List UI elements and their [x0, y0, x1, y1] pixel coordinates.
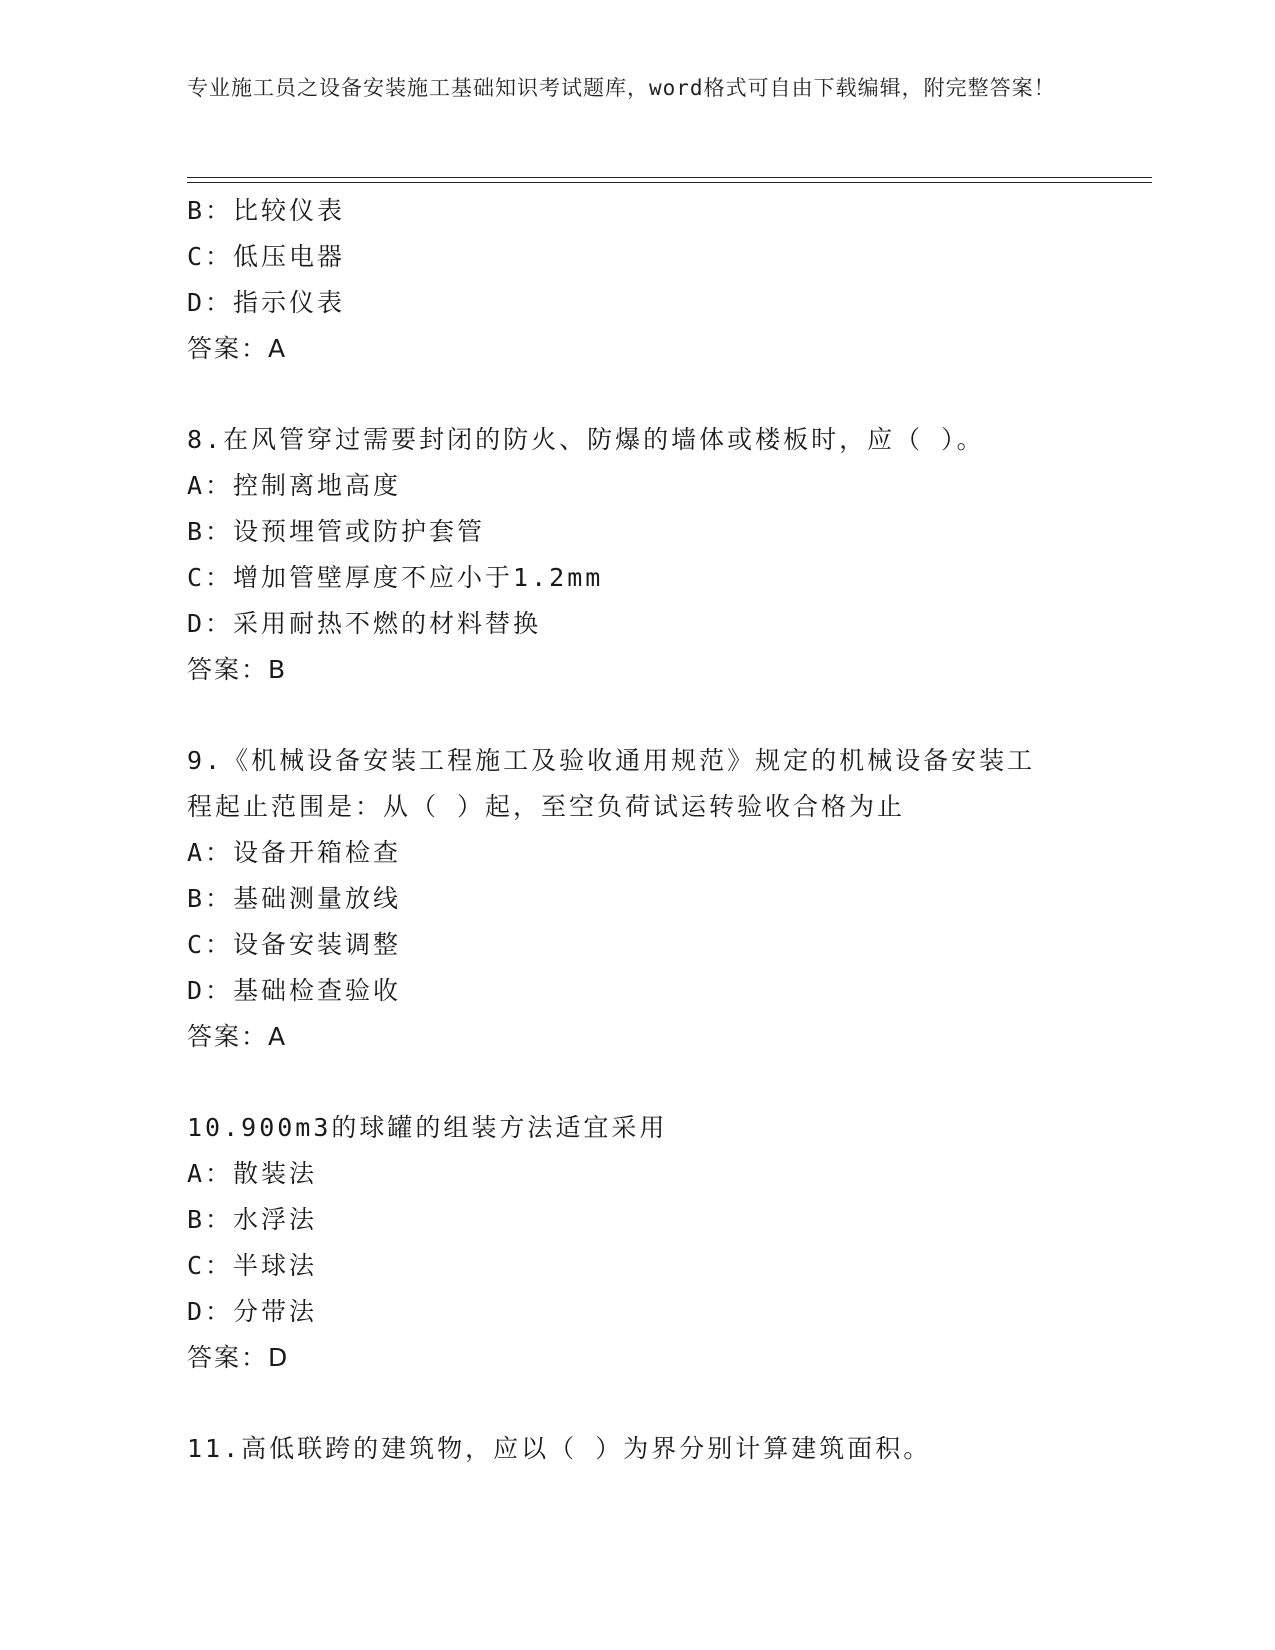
answer: 答案：A: [187, 334, 288, 363]
option-d: D：采用耐热不燃的材料替换: [187, 609, 542, 638]
question-text: 8.在风管穿过需要封闭的防火、防爆的墙体或楼板时，应（ ）。: [187, 425, 985, 454]
question-block-10: [187, 1105, 1152, 1381]
header-text: 专业施工员之设备安装施工基础知识考试题库，word格式可自由下载编辑，附完整答案！: [187, 76, 1056, 100]
header-rule-top: [187, 177, 1152, 178]
option-b: B：设预埋管或防护套管: [187, 517, 486, 546]
option-c: C：增加管壁厚度不应小于1.2mm: [187, 563, 604, 592]
question-block-11: [187, 1426, 1152, 1472]
question-text: 10.900m3的球罐的组装方法适宜采用: [187, 1113, 668, 1142]
option-b: B：比较仪表: [187, 196, 346, 225]
option-a: A：散装法: [187, 1159, 318, 1188]
question-block-8: [187, 417, 1152, 693]
block-gap: [187, 1381, 1152, 1426]
answer: 答案：D: [187, 1343, 290, 1372]
option-d: D：指示仪表: [187, 288, 346, 317]
question-content: [187, 188, 1152, 1472]
question-block-9: [187, 738, 1152, 1060]
block-gap: [187, 693, 1152, 738]
option-c: C：半球法: [187, 1251, 318, 1280]
block-gap: [187, 1060, 1152, 1105]
option-c: C：低压电器: [187, 242, 346, 271]
option-b: B：水浮法: [187, 1205, 318, 1234]
header-rule-bottom: [187, 182, 1152, 183]
answer: 答案：A: [187, 1022, 288, 1051]
option-d: D：分带法: [187, 1297, 318, 1326]
block-gap: [187, 372, 1152, 417]
option-c: C：设备安装调整: [187, 930, 402, 959]
question-block-7: [187, 188, 1152, 372]
question-text-line-2: 程起止范围是：从（ ）起，至空负荷试运转验收合格为止: [187, 792, 906, 821]
question-text: 11.高低联跨的建筑物，应以（ ）为界分别计算建筑面积。: [187, 1434, 932, 1463]
page-header: [187, 72, 1077, 105]
question-text-line-1: 9.《机械设备安装工程施工及验收通用规范》规定的机械设备安装工: [187, 746, 1036, 775]
option-a: A：控制离地高度: [187, 471, 402, 500]
option-b: B：基础测量放线: [187, 884, 402, 913]
option-d: D：基础检查验收: [187, 976, 402, 1005]
option-a: A：设备开箱检查: [187, 838, 402, 867]
answer: 答案：B: [187, 655, 288, 684]
